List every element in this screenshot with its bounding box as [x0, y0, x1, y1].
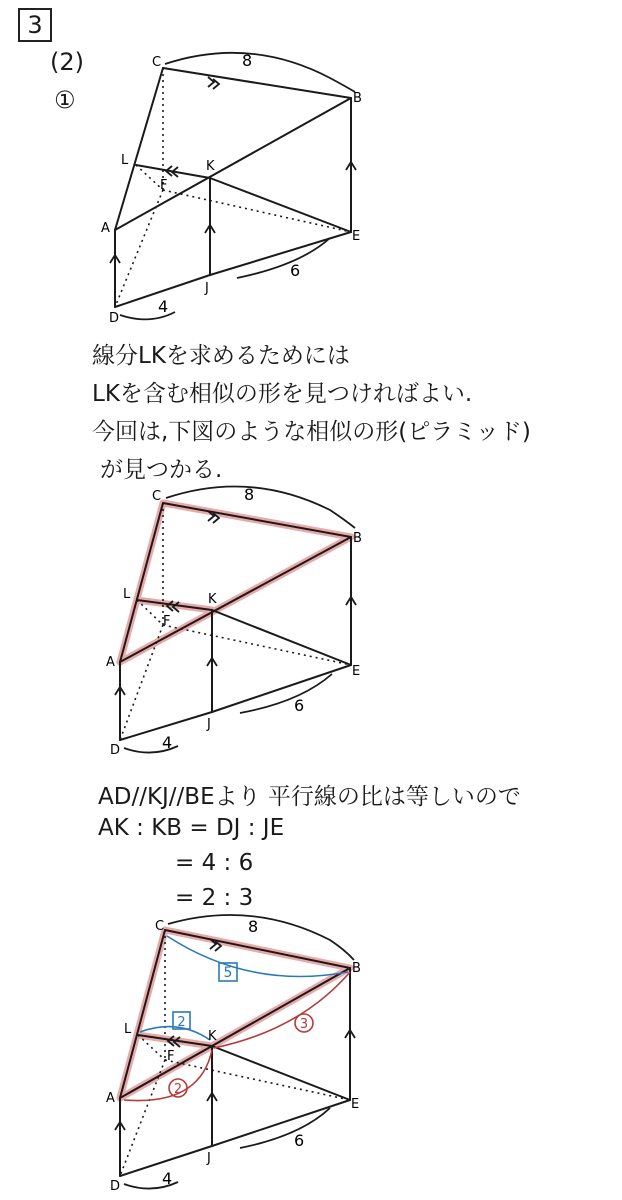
label-J: J — [207, 717, 211, 732]
label-L: L — [121, 153, 129, 168]
label-A: A — [106, 1091, 115, 1106]
label-F: F — [163, 614, 171, 629]
edge-CA — [115, 68, 163, 230]
label-J: J — [205, 281, 209, 296]
figure-3 — [0, 908, 622, 1200]
label-E: E — [352, 664, 361, 679]
label-F: F — [167, 1049, 175, 1064]
box-5-text: 5 — [223, 965, 233, 981]
label-J: J — [207, 1151, 211, 1166]
question-number: 3 — [27, 11, 43, 39]
label-A: A — [101, 221, 110, 236]
length-JE: 6 — [294, 1131, 305, 1150]
explanation-line-1: 線分LKを求めるためには — [92, 343, 350, 369]
length-CB: 8 — [248, 917, 259, 936]
length-DJ: 4 — [162, 733, 173, 752]
edge-CB — [163, 68, 351, 98]
label-L: L — [124, 1022, 132, 1037]
circle-3-text: 3 — [299, 1017, 309, 1032]
length-JE: 6 — [290, 261, 301, 280]
label-A: A — [106, 655, 115, 670]
question-number-box — [18, 8, 52, 42]
ratio-line-3: = 4 : 6 — [175, 850, 254, 876]
length-DJ: 4 — [158, 297, 169, 316]
explanation-line-4: が見つかる. — [100, 457, 223, 483]
label-C: C — [152, 55, 162, 70]
subpart-label: ① — [54, 86, 76, 114]
explanation-line-2: LKを含む相似の形を見つければよい. — [92, 381, 473, 407]
figure-2 — [0, 470, 622, 760]
label-E: E — [351, 1097, 360, 1112]
label-D: D — [110, 1179, 121, 1194]
label-K: K — [206, 159, 215, 174]
ratio-line-4: = 2 : 3 — [175, 885, 254, 911]
label-D: D — [109, 311, 120, 326]
ratio-line-1: AD//KJ//BEより 平行線の比は等しいので — [98, 784, 521, 810]
label-B: B — [352, 961, 361, 976]
box-2-text: 2 — [177, 1015, 186, 1030]
label-B: B — [353, 531, 362, 546]
label-L: L — [123, 587, 131, 602]
edge-AB — [115, 98, 351, 230]
length-CB: 8 — [244, 485, 255, 504]
label-C: C — [155, 919, 165, 934]
part-label: (2) — [50, 48, 84, 76]
length-CB: 8 — [242, 51, 253, 70]
label-K: K — [208, 1029, 217, 1044]
label-B: B — [353, 91, 362, 106]
figure-1 — [0, 40, 622, 330]
bracket-CB-blue — [167, 936, 348, 977]
label-F: F — [160, 178, 168, 193]
edge-KE — [210, 178, 351, 232]
circle-2-text: 2 — [173, 1082, 183, 1097]
label-E: E — [352, 229, 361, 244]
length-DJ: 4 — [162, 1169, 173, 1188]
label-D: D — [110, 743, 121, 758]
label-K: K — [208, 592, 217, 607]
label-C: C — [152, 489, 162, 504]
ratio-line-2: AK : KB = DJ : JE — [98, 815, 285, 841]
explanation-line-3: 今回は,下図のような相似の形(ピラミッド) — [92, 419, 531, 445]
length-JE: 6 — [294, 696, 305, 715]
